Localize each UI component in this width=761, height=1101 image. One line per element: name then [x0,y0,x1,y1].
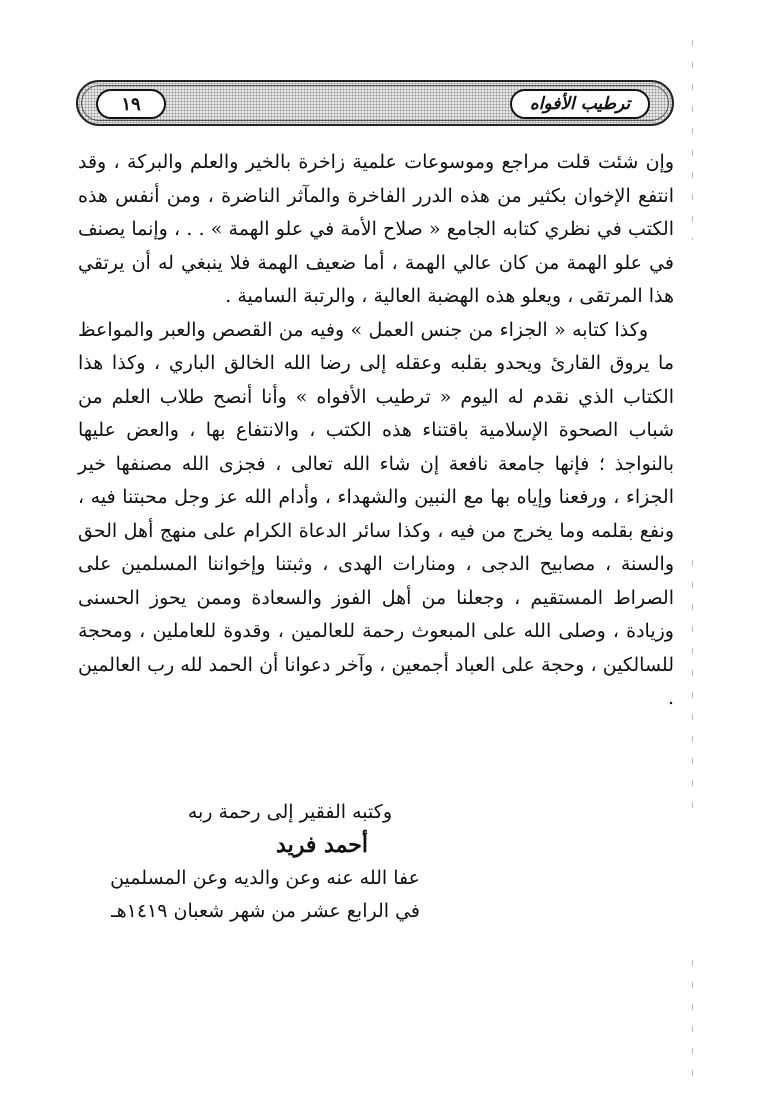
book-title: ترطيب الأفواه [510,89,650,119]
signature-intro: وكتبه الفقير إلى رحمة ربه [187,801,392,823]
paragraph-1: وإن شئت قلت مراجع وموسوعات علمية زاخرة بالخير والعلم والبركة ، وقد انتفع الإخوان بكثير من هذه الدرر الفاخرة والمآثر الناضرة ، ومن أنفس هذه الكتب في نظري كتابه الجامع « صلاح الأمة في علو الهمة » . . ، وإنما يصنف في علو الهمة من كان عالي الهمة ، أما ضعيف الهمة فلا ينبغي له أن يرتقي هذا المرتقى ، ويعلو هذه الهضبة العالية ، والرتبة السامية . [78,151,675,307]
signature-date: في الرابع عشر من شهر شعبان ١٤١٩هـ [111,900,420,922]
signature-block [60,796,420,928]
author-name: أحمد فريد [276,832,368,858]
page-number: ١٩ [96,89,166,119]
signature-prayer: عفا الله عنه وعن والديه وعن المسلمين [110,867,420,889]
scan-margin-mark [692,40,693,240]
body-text [78,146,674,716]
scan-margin-mark [692,960,693,1080]
page-header [76,80,674,126]
paragraph-2: وكذا كتابه « الجزاء من جنس العمل » وفيه من القصص والعبر والمواعظ ما يروق القارئ ويحدو بقلبه وعقله إلى رضا الله الخالق الباري ، وكذا هذا الكتاب الذي نقدم له اليوم « ترطيب الأفواه » وأنا أنصح طلاب العلم من شباب الصحوة الإسلامية باقتناء هذه الكتب ، والانتفاع بها ، والعض عليها بالنواجذ ؛ فإنها جامعة نافعة إن شاء الله تعالى ، فجزى الله مصنفها خير الجزاء ، ورفعنا وإياه بها مع النبين والشهداء ، وأدام الله عز وجل محبتنا فيه ، ونفع بقلمه وما يخرج من فيه ، وكذا سائر الدعاة الكرام على منهج أهل الحق والسنة ، مصابيح الدجى ، ومنارات الهدى ، وثبتنا وإخواننا المسلمين على الصراط المستقيم ، وجعلنا من أهل الفوز والسعادة وممن يحوز الحسنى وزيادة ، وصلى الله على المبعوث رحمة للعالمين ، وقدوة للعاملين ، ومحجة للسالكين ، وحجة على العباد أجمعين ، وآخر دعوانا أن الحمد لله رب العالمين . [78,318,674,709]
scan-margin-mark [692,560,693,820]
